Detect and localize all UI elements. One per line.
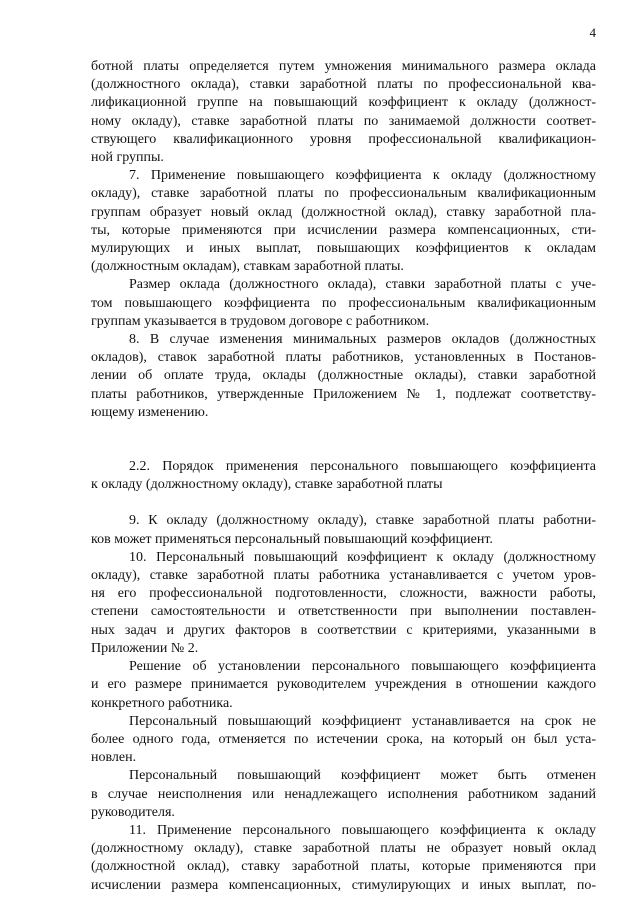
paragraph-salary-size <box>91 276 596 331</box>
document-body <box>91 58 596 895</box>
text-line: ня его профессиональной подготовленности, сложности, важности работы, <box>91 586 596 602</box>
text-line: группам образует новый оклад (должностной оклад), ставку заработной пла- <box>91 204 596 220</box>
paragraph-item-8 <box>91 331 596 422</box>
text-line: лификационной группе на повышающий коэффициент к окладу (должност- <box>91 95 596 111</box>
text-line: исчислении размера компенсационных, стимулирующих и иных выплат, по- <box>91 877 596 893</box>
text-line: платы работников, утвержденные Приложением № 1, подлежат соответству- <box>91 386 596 402</box>
text-line: Персональный повышающий коэффициент может быть отменен <box>129 768 596 784</box>
text-line: мулирующих и иных выплат, повышающих коэффициентов к окладам <box>91 241 596 257</box>
text-line: 10. Персональный повышающий коэффициент к окладу (должностному <box>129 549 596 565</box>
text-line: (должностной оклад), ставку заработной платы, которые применяются при <box>91 859 596 875</box>
paragraph-item-11 <box>91 822 596 895</box>
text-line: в случае неисполнения или ненадлежащего исполнения работником заданий <box>91 786 596 802</box>
text-line: Персональный повышающий коэффициент устанавливается на срок не <box>129 713 596 729</box>
text-line: ствующего квалификационного уровня профессиональной квалификацион- <box>91 131 596 147</box>
text-line: 8. В случае изменения минимальных размеров окладов (должностных <box>129 332 596 348</box>
text-line: ков может применяться персональный повышающий коэффициент. <box>91 531 493 547</box>
section-heading-2-2 <box>91 458 596 494</box>
text-line: степени самостоятельности и ответственности при выполнении поставлен- <box>91 604 596 620</box>
paragraph-item-10 <box>91 549 596 658</box>
text-line: ной группы. <box>91 150 164 166</box>
text-line: (должностным окладам), ставкам заработной платы. <box>91 259 404 275</box>
paragraph-decision <box>91 658 596 713</box>
text-line: руководителя. <box>91 804 175 820</box>
text-line: ботной платы определяется путем умножения минимального размера оклада <box>91 59 596 74</box>
paragraph-cancellation <box>91 767 596 822</box>
paragraph-continuation <box>91 58 596 167</box>
text-line: (должностному окладу), ставке заработной платы не образует новый оклад <box>91 841 596 857</box>
paragraph-term <box>91 713 596 768</box>
text-line: окладу), ставке заработной платы по профессиональным квалификационным <box>91 186 596 202</box>
text-line: Размер оклада (должностного оклада), ставки заработной платы с уче- <box>129 277 596 293</box>
paragraph-item-7 <box>91 167 596 276</box>
text-line: (должностного оклада), ставки заработной платы по профессиональной ква- <box>91 77 596 93</box>
text-line: ты, которые применяются при исчислении размера компенсационных, сти- <box>91 222 596 238</box>
paragraph-item-9 <box>91 512 596 548</box>
text-line: 9. К окладу (должностному окладу), ставке заработной платы работни- <box>129 513 596 529</box>
text-line: и его размере принимается руководителем учреждения в отношении каждого <box>91 677 596 693</box>
text-line: к окладу (должностному окладу), ставке заработной платы <box>91 477 443 493</box>
text-line: 11. Применение персонального повышающего коэффициента к окладу <box>129 822 596 838</box>
text-line: конкретного работника. <box>91 695 233 711</box>
text-line: 7. Применение повышающего коэффициента к окладу (должностному <box>129 168 596 184</box>
page-number: 4 <box>589 25 596 40</box>
text-line: более одного года, отменяется по истечении срока, на который он был уста- <box>91 731 596 747</box>
text-line: ному окладу), ставке заработной платы по занимаемой должности соответ- <box>91 113 596 129</box>
text-line: окладу), ставке заработной платы работника устанавливается с учетом уров- <box>91 568 596 584</box>
text-line: группам указывается в трудовом договоре с работником. <box>91 313 430 329</box>
text-line: 2.2. Порядок применения персонального повышающего коэффициента <box>129 459 596 475</box>
text-line: ющему изменению. <box>91 404 209 420</box>
text-line: лении об оплате труда, оклады (должностные оклады), ставки заработной <box>91 368 596 384</box>
text-line: ных задач и других факторов в соответствии с критериями, указанными в <box>91 622 596 638</box>
text-line: новлен. <box>91 750 137 766</box>
text-line: окладов), ставок заработной платы работников, установленных в Постанов- <box>91 350 596 366</box>
text-line: Приложении № 2. <box>91 640 199 656</box>
text-line: Решение об установлении персонального повышающего коэффициента <box>129 659 596 675</box>
text-line: том повышающего коэффициента по профессиональным квалификационным <box>91 295 596 311</box>
